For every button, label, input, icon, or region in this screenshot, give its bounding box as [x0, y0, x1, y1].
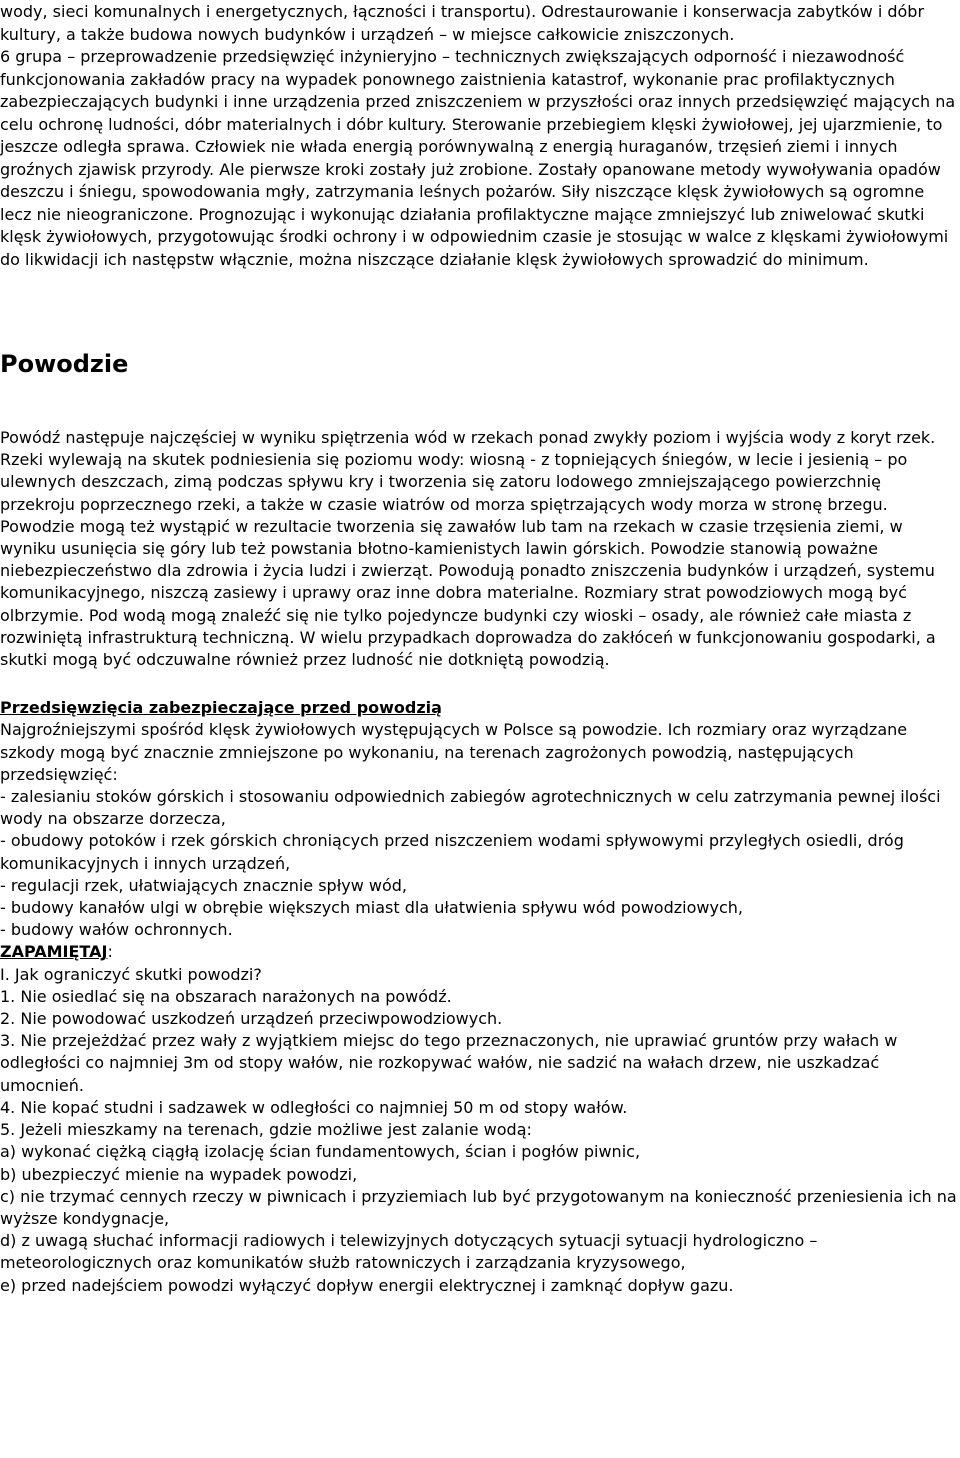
section-title: Powodzie: [0, 350, 129, 378]
list-item: - budowy wałów ochronnych.: [0, 920, 233, 940]
spacer: [0, 271, 958, 350]
list-item: e) przed nadejściem powodzi wyłączyć dopływ energii elektrycznej i zamknąć dopływ gazu.: [0, 1275, 734, 1295]
list-item: 3. Nie przejeżdżać przez wały z wyjątkiem miejsc do tego przeznaczonych, nie uprawiać gruntów przy wałach w odległości co najmniej 3m od stopy wałów, nie rozkopywać wałów, nie sadzić na wałach drzew, nie uszkadzać umocnień.: [0, 1031, 898, 1095]
list-item: - obudowy potoków i rzek górskich chroniących przed niszczeniem wodami spływowymi przyległych osiedli, dróg komunikacyjnych i innych urządzeń,: [0, 831, 904, 873]
list-item: - regulacji rzek, ułatwiających znacznie spływ wód,: [0, 875, 407, 895]
intro-paragraph-2: 6 grupa – przeprowadzenie przedsięwzięć inżynieryjno – technicznych zwiększających odporność i niezawodność funkcjonowania zakładów pracy na wypadek ponownego zaistnienia katastrof, wykonanie prac profilaktycznych zabezpieczających budynki i inne urządzenia przed zniszczeniem w przyszłości oraz innych przedsięwzięć mających na celu ochronę ludności, dóbr materialnych i dóbr kultury. Sterowanie przebiegiem klęski żywiołowej, jej ujarzmienie, to jeszcze odległa sprawa. Człowiek nie włada energią porównywalną z energią huraganów, trzęsień ziemi i innych groźnych zjawisk przyrody. Ale pierwsze kroki zostały już zrobione. Zostały opanowane metody wywoływania opadów deszczu i śniegu, spowodowania mgły, zatrzymania leśnych pożarów. Siły niszczące klęsk żywiołowych są ogromne lecz nie nieograniczone. Prognozując i wykonując działania profilaktyczne mające zmniejszyć lub zniwelować skutki klęsk żywiołowych, przygotowując środki ochrony i w odpowiednim czasie je stosując w walce z klęskami żywiołowymi do likwidacji ich następstw włącznie, można niszczące działanie klęsk żywiołowych sprowadzić do minimum.: [0, 47, 956, 269]
document-page: [0, 1, 958, 1297]
subsection-intro: Najgroźniejszymi spośród klęsk żywiołowych występujących w Polsce są powodzie. Ich rozmiary oraz wyrządzane szkody mogą być znacznie zmniejszone po wykonaniu, na terenach zagrożonych powodzią, następujących przedsięwzięć:: [0, 720, 908, 784]
spacer: [0, 671, 958, 697]
list-item: a) wykonać ciężką ciągłą izolację ścian fundamentowych, ścian i pogłów piwnic,: [0, 1142, 641, 1162]
measures-list: [0, 786, 958, 941]
list-item: b) ubezpieczyć mienie na wypadek powodzi,: [0, 1164, 358, 1184]
intro-paragraph-1: wody, sieci komunalnych i energetycznych, łączności i transportu). Odrestaurowanie i konserwacja zabytków i dóbr kultury, a także budowa nowych budynków i urządzeń – w miejsce całkowicie zniszczonych.: [0, 2, 925, 44]
steps-list: [0, 986, 958, 1297]
subsection-heading: Przedsięwzięcia zabezpieczające przed powodzią: [0, 698, 442, 718]
list-item: c) nie trzymać cennych rzeczy w piwnicach i przyziemiach lub być przygotowanym na konieczność przeniesienia ich na wyższe kondygnacje,: [0, 1186, 957, 1228]
remember-colon: :: [107, 942, 113, 962]
list-item: d) z uwagą słuchać informacji radiowych i telewizyjnych dotyczących sytuacji sytuacji hydrologiczno – meteorologicznych oraz komunikatów służb ratowniczych i zarządzania kryzysowego,: [0, 1231, 818, 1273]
list-item: 2. Nie powodować uszkodzeń urządzeń przeciwpowodziowych.: [0, 1009, 503, 1029]
list-item: 4. Nie kopać studni i sadzawek w odległości co najmniej 50 m od stopy wałów.: [0, 1097, 628, 1117]
list-item: 1. Nie osiedlać się na obszarach narażonych na powódź.: [0, 986, 452, 1006]
list-item: 5. Jeżeli mieszkamy na terenach, gdzie możliwe jest zalanie wodą:: [0, 1120, 532, 1140]
list-item: - zalesianiu stoków górskich i stosowaniu odpowiednich zabiegów agrotechnicznych w celu zatrzymania pewnej ilości wody na obszarze dorzecza,: [0, 787, 941, 829]
intro-block: [0, 1, 958, 271]
list-item: - budowy kanałów ulgi w obrębie większych miast dla ułatwienia spływu wód powodziowych,: [0, 898, 743, 918]
remember-label: ZAPAMIĘTAJ: [0, 942, 108, 962]
remember-line: [0, 941, 958, 963]
section-paragraph: Powódź następuje najczęściej w wyniku spiętrzenia wód w rzekach ponad zwykły poziom i wyjścia wody z koryt rzek. Rzeki wylewają na skutek podniesienia się poziomu wody: wiosną - z topniejących śniegów, w lecie i jesienią – po ulewnych deszczach, zimą podczas spływu kry i tworzenia się zatoru lodowego zmniejszającego powierzchnię przekroju poprzecznego rzeki, a także w czasie wiatrów od morza spiętrzających wody morza w stronę brzegu. Powodzie mogą też wystąpić w rezultacie tworzenia się zawałów lub tam na rzekach w czasie trzęsienia ziemi, w wyniku usunięcia się góry lub też powstania błotno-kamienistych lawin górskich. Powodzie stanowią poważne niebezpieczeństwo dla zdrowia i życia ludzi i zwierząt. Powodują ponadto zniszczenia budynków i urządzeń, systemu komunikacyjnego, niszczą zasiewy i uprawy oraz inne dobra materialne. Rozmiary strat powodziowych mogą być olbrzymie. Pod wodą mogą znaleźć się nie tylko pojedyncze budynki czy wioski – osady, ale również całe miasta z rozwiniętą infrastrukturą techniczną. W wielu przypadkach doprowadza do zakłóceń w funkcjonowaniu gospodarki, a skutki mogą być odczuwalne również przez ludność nie dotkniętą powodzią.: [0, 428, 936, 670]
spacer: [0, 378, 958, 427]
question-line: I. Jak ograniczyć skutki powodzi?: [0, 964, 262, 984]
